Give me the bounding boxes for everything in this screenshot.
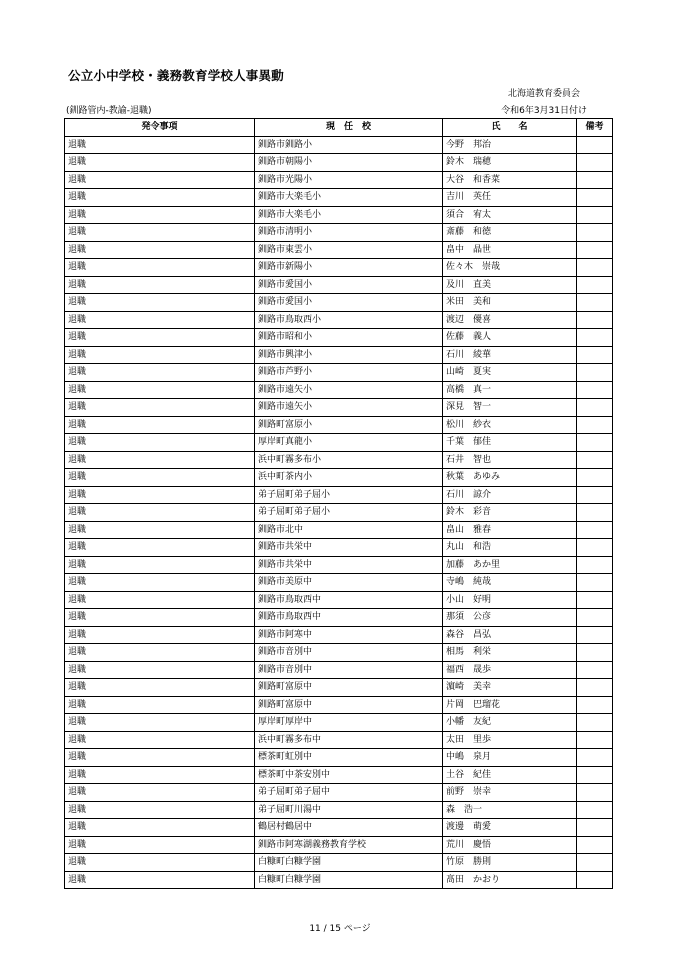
table-row: [65, 644, 613, 662]
school-cell: 厚岸町厚岸中: [255, 714, 443, 732]
remarks-cell: [577, 609, 613, 627]
name-cell: 福西 晟歩: [443, 661, 577, 679]
action-cell: 退職: [65, 731, 255, 749]
table-row: [65, 451, 613, 469]
table-row: [65, 241, 613, 259]
name-cell: 相馬 利栄: [443, 644, 577, 662]
action-cell: 退職: [65, 381, 255, 399]
name-cell: 荒川 慶悟: [443, 836, 577, 854]
table-row: [65, 556, 613, 574]
remarks-cell: [577, 504, 613, 522]
name-cell: 高橋 真一: [443, 381, 577, 399]
remarks-cell: [577, 854, 613, 872]
remarks-cell: [577, 539, 613, 557]
remarks-cell: [577, 259, 613, 277]
table-row: [65, 224, 613, 242]
school-cell: 釧路市朝陽小: [255, 154, 443, 172]
table-row: [65, 504, 613, 522]
table-row: [65, 259, 613, 277]
table-body: [65, 136, 613, 889]
action-cell: 退職: [65, 591, 255, 609]
column-header-remarks: 備考: [577, 119, 613, 137]
table-row: [65, 189, 613, 207]
column-header-school: 現 任 校: [255, 119, 443, 137]
action-cell: 退職: [65, 364, 255, 382]
name-cell: 石川 諒介: [443, 486, 577, 504]
name-cell: 千葉 郁佳: [443, 434, 577, 452]
remarks-cell: [577, 626, 613, 644]
name-cell: 鈴木 瑞穂: [443, 154, 577, 172]
school-cell: 釧路市共栄中: [255, 539, 443, 557]
action-cell: 退職: [65, 329, 255, 347]
name-cell: 佐々木 崇哉: [443, 259, 577, 277]
column-header-action: 発令事項: [65, 119, 255, 137]
name-cell: 寺嶋 純哉: [443, 574, 577, 592]
table-row: [65, 714, 613, 732]
school-cell: 弟子屈町弟子屈小: [255, 504, 443, 522]
remarks-cell: [577, 644, 613, 662]
remarks-cell: [577, 434, 613, 452]
action-cell: 退職: [65, 469, 255, 487]
school-cell: 釧路市北中: [255, 521, 443, 539]
action-cell: 退職: [65, 556, 255, 574]
action-cell: 退職: [65, 399, 255, 417]
table-row: [65, 854, 613, 872]
table-row: [65, 836, 613, 854]
action-cell: 退職: [65, 416, 255, 434]
school-cell: 鶴居村鶴居中: [255, 819, 443, 837]
action-cell: 退職: [65, 434, 255, 452]
remarks-cell: [577, 241, 613, 259]
school-cell: 釧路町富原小: [255, 416, 443, 434]
name-cell: 丸山 和浩: [443, 539, 577, 557]
name-cell: 米田 美和: [443, 294, 577, 312]
table-row: [65, 276, 613, 294]
name-cell: 太田 里歩: [443, 731, 577, 749]
school-cell: 釧路市新陽小: [255, 259, 443, 277]
page-number: 11 / 15 ページ: [309, 924, 371, 934]
remarks-cell: [577, 276, 613, 294]
document-title: 公立小中学校・義務教育学校人事異動: [68, 68, 284, 83]
name-cell: 斎藤 和徳: [443, 224, 577, 242]
remarks-cell: [577, 451, 613, 469]
remarks-cell: [577, 311, 613, 329]
remarks-cell: [577, 416, 613, 434]
name-cell: 松川 紗衣: [443, 416, 577, 434]
remarks-cell: [577, 171, 613, 189]
table-row: [65, 311, 613, 329]
name-cell: 髙田 かおり: [443, 871, 577, 889]
table-row: [65, 399, 613, 417]
table-row: [65, 294, 613, 312]
action-cell: 退職: [65, 819, 255, 837]
remarks-cell: [577, 224, 613, 242]
school-cell: 標茶町虹別中: [255, 749, 443, 767]
table-row: [65, 661, 613, 679]
action-cell: 退職: [65, 784, 255, 802]
name-cell: 今野 邦治: [443, 136, 577, 154]
action-cell: 退職: [65, 259, 255, 277]
table-row: [65, 574, 613, 592]
remarks-cell: [577, 836, 613, 854]
remarks-cell: [577, 294, 613, 312]
school-cell: 弟子屈町弟子屈小: [255, 486, 443, 504]
table-row: [65, 364, 613, 382]
name-cell: 深見 智一: [443, 399, 577, 417]
table-row: [65, 801, 613, 819]
action-cell: 退職: [65, 661, 255, 679]
table-row: [65, 206, 613, 224]
remarks-cell: [577, 381, 613, 399]
school-cell: 浜中町霧多布中: [255, 731, 443, 749]
name-cell: 前野 崇幸: [443, 784, 577, 802]
school-cell: 釧路市鳥取西中: [255, 609, 443, 627]
table-row: [65, 679, 613, 697]
organization-name: 北海道教育委員会: [507, 89, 580, 99]
school-cell: 釧路市鳥取西小: [255, 311, 443, 329]
school-cell: 釧路市美原中: [255, 574, 443, 592]
name-cell: 那須 公彦: [443, 609, 577, 627]
name-cell: 小幡 友紀: [443, 714, 577, 732]
column-header-name: 氏 名: [443, 119, 577, 137]
remarks-cell: [577, 154, 613, 172]
personnel-table: [64, 118, 613, 889]
school-cell: 釧路市芦野小: [255, 364, 443, 382]
name-cell: 吉川 英任: [443, 189, 577, 207]
action-cell: 退職: [65, 154, 255, 172]
remarks-cell: [577, 731, 613, 749]
school-cell: 厚岸町真龍小: [255, 434, 443, 452]
school-cell: 釧路町富原中: [255, 679, 443, 697]
remarks-cell: [577, 784, 613, 802]
table-row: [65, 784, 613, 802]
action-cell: 退職: [65, 854, 255, 872]
action-cell: 退職: [65, 504, 255, 522]
remarks-cell: [577, 696, 613, 714]
remarks-cell: [577, 521, 613, 539]
school-cell: 浜中町茶内小: [255, 469, 443, 487]
name-cell: 須合 宥太: [443, 206, 577, 224]
document-subtitle: (釧路管内-教諭-退職): [66, 106, 152, 116]
action-cell: 退職: [65, 539, 255, 557]
action-cell: 退職: [65, 871, 255, 889]
school-cell: 釧路市音別中: [255, 644, 443, 662]
remarks-cell: [577, 399, 613, 417]
remarks-cell: [577, 574, 613, 592]
remarks-cell: [577, 714, 613, 732]
name-cell: 中嶋 泉月: [443, 749, 577, 767]
table-row: [65, 766, 613, 784]
table-row: [65, 381, 613, 399]
name-cell: 片岡 巴瑠花: [443, 696, 577, 714]
school-cell: 釧路市遠矢小: [255, 381, 443, 399]
table-row: [65, 154, 613, 172]
action-cell: 退職: [65, 294, 255, 312]
school-cell: 白糠町白糠学園: [255, 871, 443, 889]
remarks-cell: [577, 661, 613, 679]
school-cell: 浜中町霧多布小: [255, 451, 443, 469]
name-cell: 秋葉 あゆみ: [443, 469, 577, 487]
table-row: [65, 819, 613, 837]
action-cell: 退職: [65, 206, 255, 224]
table-row: [65, 171, 613, 189]
table-row: [65, 469, 613, 487]
name-cell: 森 浩一: [443, 801, 577, 819]
action-cell: 退職: [65, 241, 255, 259]
action-cell: 退職: [65, 451, 255, 469]
school-cell: 釧路市大楽毛小: [255, 189, 443, 207]
table-row: [65, 731, 613, 749]
action-cell: 退職: [65, 609, 255, 627]
school-cell: 釧路市愛国小: [255, 276, 443, 294]
remarks-cell: [577, 346, 613, 364]
remarks-cell: [577, 871, 613, 889]
action-cell: 退職: [65, 311, 255, 329]
table-row: [65, 591, 613, 609]
action-cell: 退職: [65, 626, 255, 644]
remarks-cell: [577, 801, 613, 819]
school-cell: 釧路市清明小: [255, 224, 443, 242]
remarks-cell: [577, 486, 613, 504]
action-cell: 退職: [65, 224, 255, 242]
action-cell: 退職: [65, 521, 255, 539]
table-row: [65, 609, 613, 627]
action-cell: 退職: [65, 276, 255, 294]
table-header-row: [65, 119, 613, 137]
school-cell: 白糠町白糠学園: [255, 854, 443, 872]
name-cell: 竹原 勝則: [443, 854, 577, 872]
name-cell: 山崎 夏実: [443, 364, 577, 382]
action-cell: 退職: [65, 696, 255, 714]
action-cell: 退職: [65, 574, 255, 592]
action-cell: 退職: [65, 346, 255, 364]
table-row: [65, 871, 613, 889]
action-cell: 退職: [65, 136, 255, 154]
school-cell: 釧路市鳥取西中: [255, 591, 443, 609]
school-cell: 弟子屈町川湯中: [255, 801, 443, 819]
name-cell: 大谷 和香菜: [443, 171, 577, 189]
school-cell: 釧路市釧路小: [255, 136, 443, 154]
school-cell: 釧路町富原中: [255, 696, 443, 714]
table-row: [65, 696, 613, 714]
school-cell: 釧路市東雲小: [255, 241, 443, 259]
school-cell: 標茶町中茶安別中: [255, 766, 443, 784]
school-cell: 釧路市阿寒中: [255, 626, 443, 644]
action-cell: 退職: [65, 486, 255, 504]
action-cell: 退職: [65, 749, 255, 767]
name-cell: 渡邊 萌愛: [443, 819, 577, 837]
action-cell: 退職: [65, 171, 255, 189]
school-cell: 釧路市阿寒湖義務教育学校: [255, 836, 443, 854]
name-cell: 畠中 晶世: [443, 241, 577, 259]
remarks-cell: [577, 469, 613, 487]
remarks-cell: [577, 556, 613, 574]
remarks-cell: [577, 591, 613, 609]
name-cell: 石川 綾華: [443, 346, 577, 364]
name-cell: 濵崎 美幸: [443, 679, 577, 697]
action-cell: 退職: [65, 836, 255, 854]
school-cell: 釧路市遠矢小: [255, 399, 443, 417]
table-row: [65, 329, 613, 347]
table-row: [65, 539, 613, 557]
school-cell: 釧路市昭和小: [255, 329, 443, 347]
table-row: [65, 346, 613, 364]
remarks-cell: [577, 136, 613, 154]
table-row: [65, 486, 613, 504]
action-cell: 退職: [65, 679, 255, 697]
name-cell: 土谷 紀佳: [443, 766, 577, 784]
remarks-cell: [577, 766, 613, 784]
school-cell: 釧路市愛国小: [255, 294, 443, 312]
action-cell: 退職: [65, 766, 255, 784]
table-row: [65, 136, 613, 154]
remarks-cell: [577, 206, 613, 224]
table-row: [65, 749, 613, 767]
school-cell: 釧路市光陽小: [255, 171, 443, 189]
remarks-cell: [577, 329, 613, 347]
name-cell: 佐藤 義人: [443, 329, 577, 347]
name-cell: 小山 好明: [443, 591, 577, 609]
name-cell: 鈴木 彩音: [443, 504, 577, 522]
remarks-cell: [577, 749, 613, 767]
remarks-cell: [577, 679, 613, 697]
table-row: [65, 416, 613, 434]
name-cell: 及川 直美: [443, 276, 577, 294]
name-cell: 森谷 昌弘: [443, 626, 577, 644]
name-cell: 石井 智也: [443, 451, 577, 469]
name-cell: 加藤 あか里: [443, 556, 577, 574]
table-row: [65, 434, 613, 452]
table-row: [65, 521, 613, 539]
school-cell: 釧路市共栄中: [255, 556, 443, 574]
remarks-cell: [577, 364, 613, 382]
name-cell: 渡辺 優喜: [443, 311, 577, 329]
remarks-cell: [577, 819, 613, 837]
action-cell: 退職: [65, 189, 255, 207]
table-row: [65, 626, 613, 644]
school-cell: 釧路市興津小: [255, 346, 443, 364]
action-cell: 退職: [65, 714, 255, 732]
remarks-cell: [577, 189, 613, 207]
action-cell: 退職: [65, 801, 255, 819]
school-cell: 釧路市音別中: [255, 661, 443, 679]
action-cell: 退職: [65, 644, 255, 662]
name-cell: 畠山 雅春: [443, 521, 577, 539]
school-cell: 弟子屈町弟子屈中: [255, 784, 443, 802]
school-cell: 釧路市大楽毛小: [255, 206, 443, 224]
effective-date: 令和6年3月31日付け: [501, 106, 587, 116]
